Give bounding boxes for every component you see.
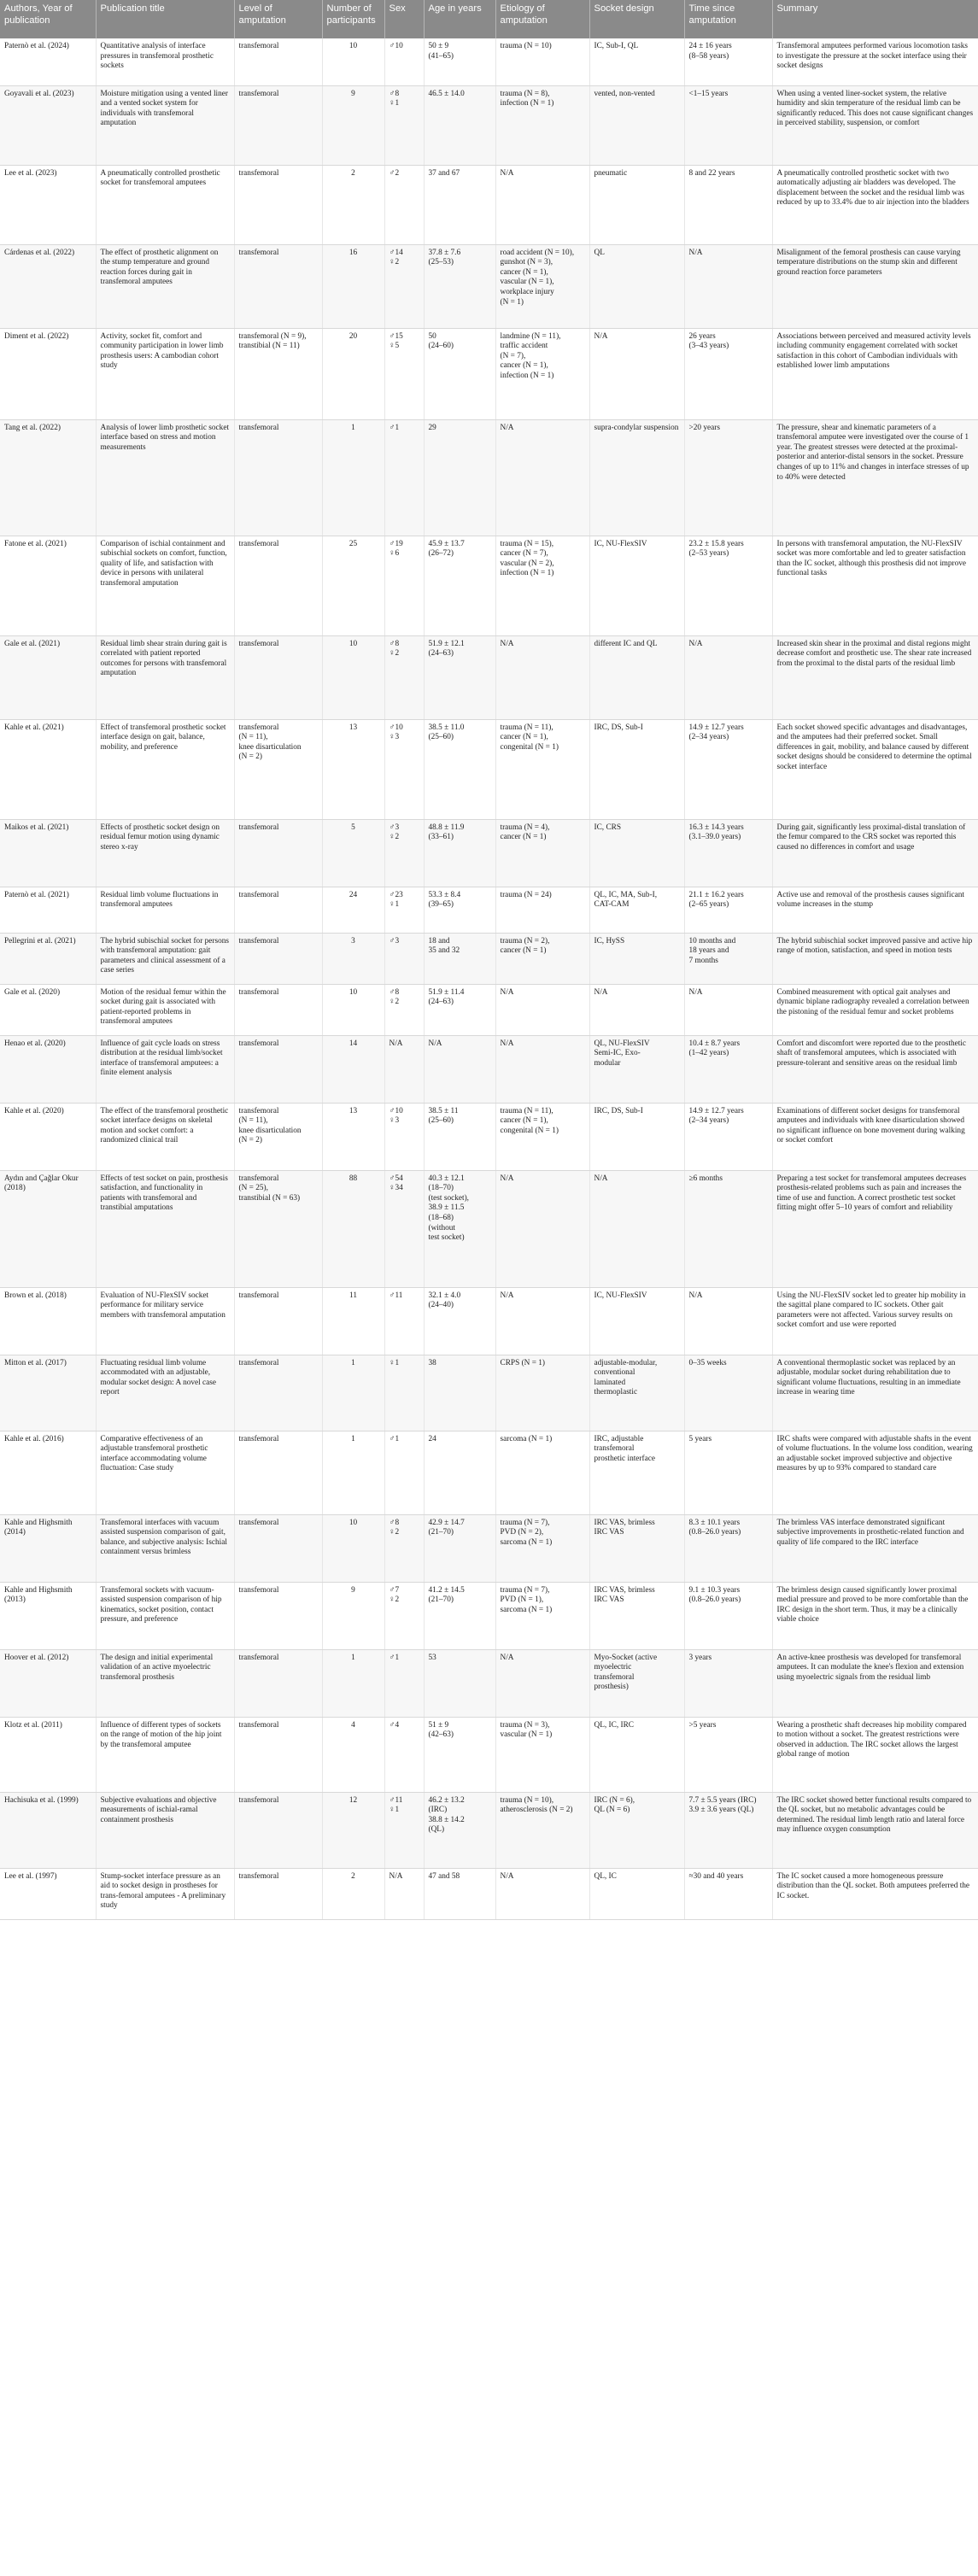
cell-title: A pneumatically controlled prosthetic socket for transfemoral amputees — [96, 165, 234, 244]
cell-time: <1–15 years — [684, 85, 772, 165]
cell-level: transfemoral — [234, 887, 322, 933]
table-row — [0, 244, 978, 328]
cell-author: Hachisuka et al. (1999) — [0, 1792, 96, 1868]
cell-summary: During gait, significantly less proximal-distal translation of the femur compared to the CRS socket was reported this caused no differences in comfort and usage — [772, 819, 978, 887]
cell-author: Aydın and Çağlar Okur (2018) — [0, 1170, 96, 1287]
cell-participants: 2 — [322, 1868, 384, 1919]
cell-summary: The pressure, shear and kinematic parameters of a transfemoral amputee were investigated over the course of 1 year. The greatest stresses were detected at the proximal-posterior and anterior-distal sensors in the socket. Pressure changes of up to 11% and changes in interface stresses of up to 40% were detected — [772, 419, 978, 536]
cell-participants: 2 — [322, 165, 384, 244]
cell-time: 14.9 ± 12.7 years (2–34 years) — [684, 719, 772, 819]
cell-sex: ♂4 — [384, 1717, 424, 1792]
cell-participants: 12 — [322, 1792, 384, 1868]
cell-socket: QL, IC, IRC — [589, 1717, 684, 1792]
table-row — [0, 85, 978, 165]
cell-etiology: N/A — [495, 1868, 589, 1919]
header-participants: Number of participants — [322, 0, 384, 38]
cell-author: Mitton et al. (2017) — [0, 1355, 96, 1431]
table-row — [0, 38, 978, 85]
cell-sex: N/A — [384, 1035, 424, 1103]
cell-age: 46.5 ± 14.0 — [424, 85, 495, 165]
header-summary: Summary — [772, 0, 978, 38]
cell-etiology: N/A — [495, 1649, 589, 1717]
cell-socket: N/A — [589, 328, 684, 419]
cell-level: transfemoral — [234, 419, 322, 536]
cell-sex: ♂1 — [384, 419, 424, 536]
cell-time: 0–35 weeks — [684, 1355, 772, 1431]
cell-time: 26 years (3–43 years) — [684, 328, 772, 419]
cell-etiology: trauma (N = 15), cancer (N = 7), vascular (N = 2), infection (N = 1) — [495, 536, 589, 635]
cell-time: 21.1 ± 16.2 years (2–65 years) — [684, 887, 772, 933]
header-etiology: Etiology of amputation — [495, 0, 589, 38]
cell-level: transfemoral (N = 25), transtibial (N = 63) — [234, 1170, 322, 1287]
cell-level: transfemoral (N = 9), transtibial (N = 11) — [234, 328, 322, 419]
cell-participants: 25 — [322, 536, 384, 635]
cell-participants: 24 — [322, 887, 384, 933]
cell-sex: ♂8 ♀2 — [384, 635, 424, 719]
cell-summary: The hybrid subischial socket improved passive and active hip range of motion, satisfaction, and speed in motion tests — [772, 933, 978, 984]
cell-author: Kahle et al. (2020) — [0, 1103, 96, 1170]
cell-age: 50 (24–60) — [424, 328, 495, 419]
cell-socket: IRC, adjustable transfemoral prosthetic interface — [589, 1431, 684, 1514]
cell-age: 37 and 67 — [424, 165, 495, 244]
cell-age: 50 ± 9 (41–65) — [424, 38, 495, 85]
cell-summary: A conventional thermoplastic socket was replaced by an adjustable, modular socket during rehabilitation due to significant volume fluctuations, resulting in an immediate increase in wearing time — [772, 1355, 978, 1431]
cell-socket: N/A — [589, 1170, 684, 1287]
cell-etiology: trauma (N = 11), cancer (N = 1), congenital (N = 1) — [495, 719, 589, 819]
cell-sex: ♂3 — [384, 933, 424, 984]
cell-title: Motion of the residual femur within the socket during gait is associated with patient-reported problems in transfemoral amputees — [96, 984, 234, 1035]
cell-sex: ♂8 ♀1 — [384, 85, 424, 165]
cell-participants: 1 — [322, 1431, 384, 1514]
cell-title: Effects of test socket on pain, prosthesis satisfaction, and functionality in patients with transfemoral and transtibial amputations — [96, 1170, 234, 1287]
cell-socket: IC, HySS — [589, 933, 684, 984]
cell-level: transfemoral — [234, 1355, 322, 1431]
cell-time: 10.4 ± 8.7 years (1–42 years) — [684, 1035, 772, 1103]
cell-title: The effect of prosthetic alignment on the stump temperature and ground reaction forces during gait in transfemoral amputees — [96, 244, 234, 328]
cell-age: 42.9 ± 14.7 (21–70) — [424, 1514, 495, 1582]
table-row — [0, 719, 978, 819]
cell-socket: IC, NU-FlexSIV — [589, 536, 684, 635]
cell-sex: ♂14 ♀2 — [384, 244, 424, 328]
cell-participants: 10 — [322, 1514, 384, 1582]
table-row — [0, 1514, 978, 1582]
cell-socket: N/A — [589, 984, 684, 1035]
cell-participants: 10 — [322, 38, 384, 85]
table-row — [0, 1868, 978, 1919]
cell-level: transfemoral — [234, 1514, 322, 1582]
table-row — [0, 1649, 978, 1717]
cell-sex: ♂8 ♀2 — [384, 984, 424, 1035]
cell-age: 24 — [424, 1431, 495, 1514]
cell-time: 3 years — [684, 1649, 772, 1717]
cell-level: transfemoral — [234, 536, 322, 635]
cell-socket: supra-condylar suspension — [589, 419, 684, 536]
cell-etiology: trauma (N = 10), atherosclerosis (N = 2) — [495, 1792, 589, 1868]
cell-title: Fluctuating residual limb volume accommodated with an adjustable, modular socket design: A novel case report — [96, 1355, 234, 1431]
cell-summary: Wearing a prosthetic shaft decreases hip mobility compared to motion without a socket. The greatest restrictions were observed in adduction. The IRC socket allows the largest global range of motion — [772, 1717, 978, 1792]
cell-etiology: N/A — [495, 984, 589, 1035]
cell-etiology: trauma (N = 8), infection (N = 1) — [495, 85, 589, 165]
cell-summary: IRC shafts were compared with adjustable shafts in the event of volume fluctuations. In the volume loss condition, wearing an adjustable socket improved subjective and objective measures by up to 93% compared to standard care — [772, 1431, 978, 1514]
cell-etiology: sarcoma (N = 1) — [495, 1431, 589, 1514]
table-row — [0, 1287, 978, 1355]
cell-etiology: road accident (N = 10), gunshot (N = 3), cancer (N = 1), vascular (N = 1), workplace injury (N = 1) — [495, 244, 589, 328]
cell-age: 51 ± 9 (42–63) — [424, 1717, 495, 1792]
cell-author: Kahle et al. (2016) — [0, 1431, 96, 1514]
cell-time: N/A — [684, 984, 772, 1035]
table-row — [0, 819, 978, 887]
cell-author: Lee et al. (1997) — [0, 1868, 96, 1919]
cell-author: Diment et al. (2022) — [0, 328, 96, 419]
cell-participants: 1 — [322, 1355, 384, 1431]
cell-title: Activity, socket fit, comfort and community participation in lower limb prosthesis users: A cambodian cohort study — [96, 328, 234, 419]
cell-time: >20 years — [684, 419, 772, 536]
cell-author: Lee et al. (2023) — [0, 165, 96, 244]
cell-participants: 10 — [322, 984, 384, 1035]
cell-participants: 4 — [322, 1717, 384, 1792]
cell-socket: adjustable-modular, conventional laminated thermoplastic — [589, 1355, 684, 1431]
cell-title: Influence of different types of sockets on the range of motion of the hip joint by the transfemoral amputee — [96, 1717, 234, 1792]
cell-time: 24 ± 16 years (8–58 years) — [684, 38, 772, 85]
table-row — [0, 419, 978, 536]
cell-level: transfemoral — [234, 165, 322, 244]
cell-author: Henao et al. (2020) — [0, 1035, 96, 1103]
cell-socket: QL, IC, MA, Sub-I, CAT-CAM — [589, 887, 684, 933]
cell-author: Gale et al. (2021) — [0, 635, 96, 719]
cell-summary: Misalignment of the femoral prosthesis can cause varying temperature distributions on the stump skin and different ground reaction force parameters — [772, 244, 978, 328]
cell-socket: pneumatic — [589, 165, 684, 244]
cell-level: transfemoral — [234, 984, 322, 1035]
header-time: Time since amputation — [684, 0, 772, 38]
cell-title: Effects of prosthetic socket design on residual femur motion using dynamic stereo x-ray — [96, 819, 234, 887]
cell-summary: The brimless VAS interface demonstrated significant subjective improvements in prosthetic-related function and quality of life compared to the IRC interface — [772, 1514, 978, 1582]
cell-socket: IC, CRS — [589, 819, 684, 887]
cell-summary: Examinations of different socket designs for transfemoral amputees and individuals with knee disarticulation showed no significant influence on bone movement during walking or socket comfort — [772, 1103, 978, 1170]
header-age: Age in years — [424, 0, 495, 38]
cell-summary: The IRC socket showed better functional results compared to the QL socket, but no metabolic advantages could be determined. The residual limb length ratio and lateral force may influence oxygen consumption — [772, 1792, 978, 1868]
cell-sex: ♂54 ♀34 — [384, 1170, 424, 1287]
cell-title: Transfemoral interfaces with vacuum assisted suspension comparison of gait, balance, and subjective analysis: Ischial containment versus brimless — [96, 1514, 234, 1582]
cell-title: Effect of transfemoral prosthetic socket interface design on gait, balance, mobility, and preference — [96, 719, 234, 819]
cell-level: transfemoral — [234, 1868, 322, 1919]
cell-age: 38.5 ± 11.0 (25–60) — [424, 719, 495, 819]
cell-summary: An active-knee prosthesis was developed for transfemoral amputees. It can modulate the knee's flexion and extension using myoelectric signals from the residual limb — [772, 1649, 978, 1717]
cell-etiology: N/A — [495, 1170, 589, 1287]
cell-sex: ♂10 ♀3 — [384, 1103, 424, 1170]
cell-sex: ♂8 ♀2 — [384, 1514, 424, 1582]
cell-etiology: trauma (N = 4), cancer (N = 1) — [495, 819, 589, 887]
header-level: Level of amputation — [234, 0, 322, 38]
cell-level: transfemoral — [234, 933, 322, 984]
cell-time: 10 months and 18 years and 7 months — [684, 933, 772, 984]
cell-author: Cárdenas et al. (2022) — [0, 244, 96, 328]
cell-summary: Preparing a test socket for transfemoral amputees decreases prosthesis-related problems such as pain and increases the time of use and function. A correct prosthetic test socket fitting might offer 5–10 years of comfort and reliability — [772, 1170, 978, 1287]
header-socket: Socket design — [589, 0, 684, 38]
cell-level: transfemoral — [234, 1792, 322, 1868]
cell-title: Transfemoral sockets with vacuum-assisted suspension comparison of hip kinematics, socket position, contact pressure, and preference — [96, 1582, 234, 1649]
cell-title: Residual limb volume fluctuations in transfemoral amputees — [96, 887, 234, 933]
cell-summary: The IC socket caused a more homogeneous pressure distribution than the QL socket. Both amputees preferred the IC socket. — [772, 1868, 978, 1919]
table-row — [0, 984, 978, 1035]
cell-participants: 9 — [322, 85, 384, 165]
cell-participants: 9 — [322, 1582, 384, 1649]
cell-participants: 3 — [322, 933, 384, 984]
cell-etiology: trauma (N = 3), vascular (N = 1) — [495, 1717, 589, 1792]
cell-participants: 14 — [322, 1035, 384, 1103]
cell-sex: ♂3 ♀2 — [384, 819, 424, 887]
table-row — [0, 1355, 978, 1431]
cell-author: Pellegrini et al. (2021) — [0, 933, 96, 984]
cell-socket: IRC, DS, Sub-I — [589, 719, 684, 819]
cell-author: Maikos et al. (2021) — [0, 819, 96, 887]
cell-summary: Increased skin shear in the proximal and distal regions might decrease comfort and prosthetic use. The shear rate increased from the proximal to the distal parts of the residual limb — [772, 635, 978, 719]
cell-title: Stump-socket interface pressure as an aid to socket design in prostheses for trans-femoral amputees - A preliminary study — [96, 1868, 234, 1919]
cell-level: transfemoral — [234, 635, 322, 719]
cell-participants: 1 — [322, 419, 384, 536]
cell-author: Kahle et al. (2021) — [0, 719, 96, 819]
table-row — [0, 536, 978, 635]
cell-age: 48.8 ± 11.9 (33–61) — [424, 819, 495, 887]
cell-title: The effect of the transfemoral prosthetic socket interface designs on skeletal motion and socket comfort: a randomized clinical trail — [96, 1103, 234, 1170]
cell-age: 41.2 ± 14.5 (21–70) — [424, 1582, 495, 1649]
cell-socket: IRC VAS, brimless IRC VAS — [589, 1514, 684, 1582]
cell-level: transfemoral — [234, 819, 322, 887]
cell-age: 45.9 ± 13.7 (26–72) — [424, 536, 495, 635]
cell-summary: Active use and removal of the prosthesis causes significant volume increases in the stump — [772, 887, 978, 933]
table-row — [0, 1717, 978, 1792]
cell-age: 47 and 58 — [424, 1868, 495, 1919]
cell-socket: IC, NU-FlexSIV — [589, 1287, 684, 1355]
table-row — [0, 1103, 978, 1170]
cell-title: Residual limb shear strain during gait is correlated with patient reported outcomes for persons with transfemoral amputation — [96, 635, 234, 719]
cell-participants: 10 — [322, 635, 384, 719]
cell-age: 51.9 ± 12.1 (24–63) — [424, 635, 495, 719]
cell-level: transfemoral — [234, 1717, 322, 1792]
cell-socket: vented, non-vented — [589, 85, 684, 165]
cell-summary: Transfemoral amputees performed various locomotion tasks to investigate the pressure at the socket interface using their socket designs — [772, 38, 978, 85]
cell-etiology: trauma (N = 10) — [495, 38, 589, 85]
cell-summary: Comfort and discomfort were reported due to the prosthetic shaft of transfemoral amputees, which is associated with pressure-tolerant and sensitive areas on the residual limb — [772, 1035, 978, 1103]
cell-age: N/A — [424, 1035, 495, 1103]
cell-age: 29 — [424, 419, 495, 536]
cell-time: ≥6 months — [684, 1170, 772, 1287]
cell-author: Tang et al. (2022) — [0, 419, 96, 536]
cell-title: The hybrid subischial socket for persons with transfemoral amputation: gait parameters and clinical assessment of a case series — [96, 933, 234, 984]
table-row — [0, 887, 978, 933]
cell-etiology: trauma (N = 2), cancer (N = 1) — [495, 933, 589, 984]
table-row — [0, 1582, 978, 1649]
cell-author: Paternò et al. (2021) — [0, 887, 96, 933]
cell-etiology: trauma (N = 7), PVD (N = 1), sarcoma (N = 1) — [495, 1582, 589, 1649]
cell-participants: 13 — [322, 1103, 384, 1170]
cell-title: Subjective evaluations and objective measurements of ischial-ramal containment prosthesis — [96, 1792, 234, 1868]
cell-etiology: N/A — [495, 1287, 589, 1355]
cell-etiology: trauma (N = 24) — [495, 887, 589, 933]
cell-sex: ♀1 — [384, 1355, 424, 1431]
cell-socket: QL, IC — [589, 1868, 684, 1919]
cell-participants: 11 — [322, 1287, 384, 1355]
cell-age: 38 — [424, 1355, 495, 1431]
table-row — [0, 1170, 978, 1287]
cell-time: 9.1 ± 10.3 years (0.8–26.0 years) — [684, 1582, 772, 1649]
cell-level: transfemoral — [234, 1649, 322, 1717]
cell-time: 8.3 ± 10.1 years (0.8–26.0 years) — [684, 1514, 772, 1582]
cell-author: Paternò et al. (2024) — [0, 38, 96, 85]
cell-time: 5 years — [684, 1431, 772, 1514]
cell-age: 37.8 ± 7.6 (25–53) — [424, 244, 495, 328]
cell-summary: A pneumatically controlled prosthetic socket with two automatically adjusting air bladders was developed. The displacement between the socket and the residual limb was reduced by up to 33.4% due to air injection into the bladders — [772, 165, 978, 244]
cell-level: transfemoral — [234, 1431, 322, 1514]
cell-title: Influence of gait cycle loads on stress distribution at the residual limb/socket interface of transfemoral amputees: a finite element analysis — [96, 1035, 234, 1103]
cell-author: Goyavali et al. (2023) — [0, 85, 96, 165]
cell-sex: N/A — [384, 1868, 424, 1919]
cell-participants: 5 — [322, 819, 384, 887]
cell-participants: 88 — [322, 1170, 384, 1287]
cell-summary: Associations between perceived and measured activity levels including community engagement correlated with socket satisfaction in this cohort of Cambodian individuals with established lower limb amputations — [772, 328, 978, 419]
cell-socket: different IC and QL — [589, 635, 684, 719]
cell-time: >5 years — [684, 1717, 772, 1792]
cell-age: 53 — [424, 1649, 495, 1717]
cell-time: 7.7 ± 5.5 years (IRC) 3.9 ± 3.6 years (QL) — [684, 1792, 772, 1868]
cell-author: Brown et al. (2018) — [0, 1287, 96, 1355]
cell-age: 46.2 ± 13.2 (IRC) 38.8 ± 14.2 (QL) — [424, 1792, 495, 1868]
cell-author: Gale et al. (2020) — [0, 984, 96, 1035]
cell-socket: IRC (N = 6), QL (N = 6) — [589, 1792, 684, 1868]
cell-age: 53.3 ± 8.4 (39–65) — [424, 887, 495, 933]
cell-participants: 16 — [322, 244, 384, 328]
cell-level: transfemoral — [234, 244, 322, 328]
cell-sex: ♂1 — [384, 1431, 424, 1514]
table-row — [0, 1035, 978, 1103]
cell-etiology: trauma (N = 11), cancer (N = 1), congenital (N = 1) — [495, 1103, 589, 1170]
cell-sex: ♂11 — [384, 1287, 424, 1355]
cell-etiology: trauma (N = 7), PVD (N = 2), sarcoma (N = 1) — [495, 1514, 589, 1582]
cell-etiology: CRPS (N = 1) — [495, 1355, 589, 1431]
cell-etiology: N/A — [495, 165, 589, 244]
cell-summary: The brimless design caused significantly lower proximal medial pressure and proved to be more comfortable than the IRC design in the short term. Thus, it may be a clinically viable choice — [772, 1582, 978, 1649]
cell-age: 40.3 ± 12.1 (18–70) (test socket), 38.9 ± 11.5 (18–68) (without test socket) — [424, 1170, 495, 1287]
cell-level: transfemoral — [234, 1582, 322, 1649]
table-row — [0, 1431, 978, 1514]
cell-author: Hoover et al. (2012) — [0, 1649, 96, 1717]
header-row — [0, 0, 978, 38]
cell-socket: Myo-Socket (active myoelectric transfemoral prosthesis) — [589, 1649, 684, 1717]
cell-age: 51.9 ± 11.4 (24–63) — [424, 984, 495, 1035]
cell-summary: Combined measurement with optical gait analyses and dynamic biplane radiography revealed a correlation between the pistoning of the residual femur and socket problems — [772, 984, 978, 1035]
cell-level: transfemoral — [234, 85, 322, 165]
cell-age: 38.5 ± 11 (25–60) — [424, 1103, 495, 1170]
cell-summary: Using the NU-FlexSIV socket led to greater hip mobility in the sagittal plane compared to IC sockets. Other gait parameters were not affected. Various survey results on socket comfort and use were reported — [772, 1287, 978, 1355]
cell-age: 18 and 35 and 32 — [424, 933, 495, 984]
cell-time: 16.3 ± 14.3 years (3.1–39.0 years) — [684, 819, 772, 887]
cell-author: Fatone et al. (2021) — [0, 536, 96, 635]
cell-title: Analysis of lower limb prosthetic socket interface based on stress and motion measurements — [96, 419, 234, 536]
cell-level: transfemoral (N = 11), knee disarticulation (N = 2) — [234, 719, 322, 819]
cell-summary: When using a vented liner-socket system, the relative humidity and skin temperature of the residual limb can be significantly reduced. This does not cause significant changes in perceived stability, suspension, or comfort — [772, 85, 978, 165]
cell-sex: ♂19 ♀6 — [384, 536, 424, 635]
cell-summary: In persons with transfemoral amputation, the NU-FlexSIV socket was more comfortable and led to greater satisfaction than the IC socket, although this prosthesis did not improve functional tasks — [772, 536, 978, 635]
cell-title: Moisture mitigation using a vented liner and a vented socket system for individuals with transfemoral amputation — [96, 85, 234, 165]
cell-sex: ♂11 ♀1 — [384, 1792, 424, 1868]
cell-title: Quantitative analysis of interface pressures in transfemoral prosthetic sockets — [96, 38, 234, 85]
cell-level: transfemoral — [234, 38, 322, 85]
cell-participants: 13 — [322, 719, 384, 819]
cell-level: transfemoral (N = 11), knee disarticulation (N = 2) — [234, 1103, 322, 1170]
cell-title: The design and initial experimental validation of an active myoelectric transfemoral prosthesis — [96, 1649, 234, 1717]
cell-time: ≈30 and 40 years — [684, 1868, 772, 1919]
cell-level: transfemoral — [234, 1035, 322, 1103]
cell-sex: ♂10 ♀3 — [384, 719, 424, 819]
table-row — [0, 328, 978, 419]
cell-time: N/A — [684, 1287, 772, 1355]
cell-socket: IRC VAS, brimless IRC VAS — [589, 1582, 684, 1649]
table-row — [0, 635, 978, 719]
cell-time: 8 and 22 years — [684, 165, 772, 244]
cell-participants: 1 — [322, 1649, 384, 1717]
cell-time: N/A — [684, 635, 772, 719]
cell-participants: 20 — [322, 328, 384, 419]
cell-sex: ♂23 ♀1 — [384, 887, 424, 933]
cell-etiology: landmine (N = 11), traffic accident (N = 7), cancer (N = 1), infection (N = 1) — [495, 328, 589, 419]
table-row — [0, 933, 978, 984]
cell-age: 32.1 ± 4.0 (24–40) — [424, 1287, 495, 1355]
cell-title: Comparative effectiveness of an adjustable transfemoral prosthetic interface accommodating volume fluctuation: Case study — [96, 1431, 234, 1514]
cell-socket: IC, Sub-I, QL — [589, 38, 684, 85]
header-title: Publication title — [96, 0, 234, 38]
cell-etiology: N/A — [495, 1035, 589, 1103]
cell-level: transfemoral — [234, 1287, 322, 1355]
cell-time: 23.2 ± 15.8 years (2–53 years) — [684, 536, 772, 635]
cell-author: Klotz et al. (2011) — [0, 1717, 96, 1792]
cell-etiology: N/A — [495, 635, 589, 719]
cell-title: Evaluation of NU-FlexSIV socket performance for military service members with transfemoral amputation — [96, 1287, 234, 1355]
cell-socket: QL, NU-FlexSIV Semi-IC, Exo- modular — [589, 1035, 684, 1103]
cell-sex: ♂10 — [384, 38, 424, 85]
table-row — [0, 165, 978, 244]
cell-author: Kahle and Highsmith (2013) — [0, 1582, 96, 1649]
cell-time: N/A — [684, 244, 772, 328]
cell-etiology: N/A — [495, 419, 589, 536]
cell-socket: IRC, DS, Sub-I — [589, 1103, 684, 1170]
cell-sex: ♂2 — [384, 165, 424, 244]
cell-title: Comparison of ischial containment and subischial sockets on comfort, function, quality of life, and satisfaction with device in persons with unilateral transfemoral amputation — [96, 536, 234, 635]
header-authors: Authors, Year of publication — [0, 0, 96, 38]
cell-summary: Each socket showed specific advantages and disadvantages, and the amputees had their preferred socket. Small differences in gait, mobility, and balance caused by different socket designs should be considered to determine the optimal socket interface — [772, 719, 978, 819]
cell-sex: ♂15 ♀5 — [384, 328, 424, 419]
cell-sex: ♂7 ♀2 — [384, 1582, 424, 1649]
header-sex: Sex — [384, 0, 424, 38]
cell-author: Kahle and Highsmith (2014) — [0, 1514, 96, 1582]
cell-time: 14.9 ± 12.7 years (2–34 years) — [684, 1103, 772, 1170]
cell-sex: ♂1 — [384, 1649, 424, 1717]
cell-socket: QL — [589, 244, 684, 328]
table-row — [0, 1792, 978, 1868]
